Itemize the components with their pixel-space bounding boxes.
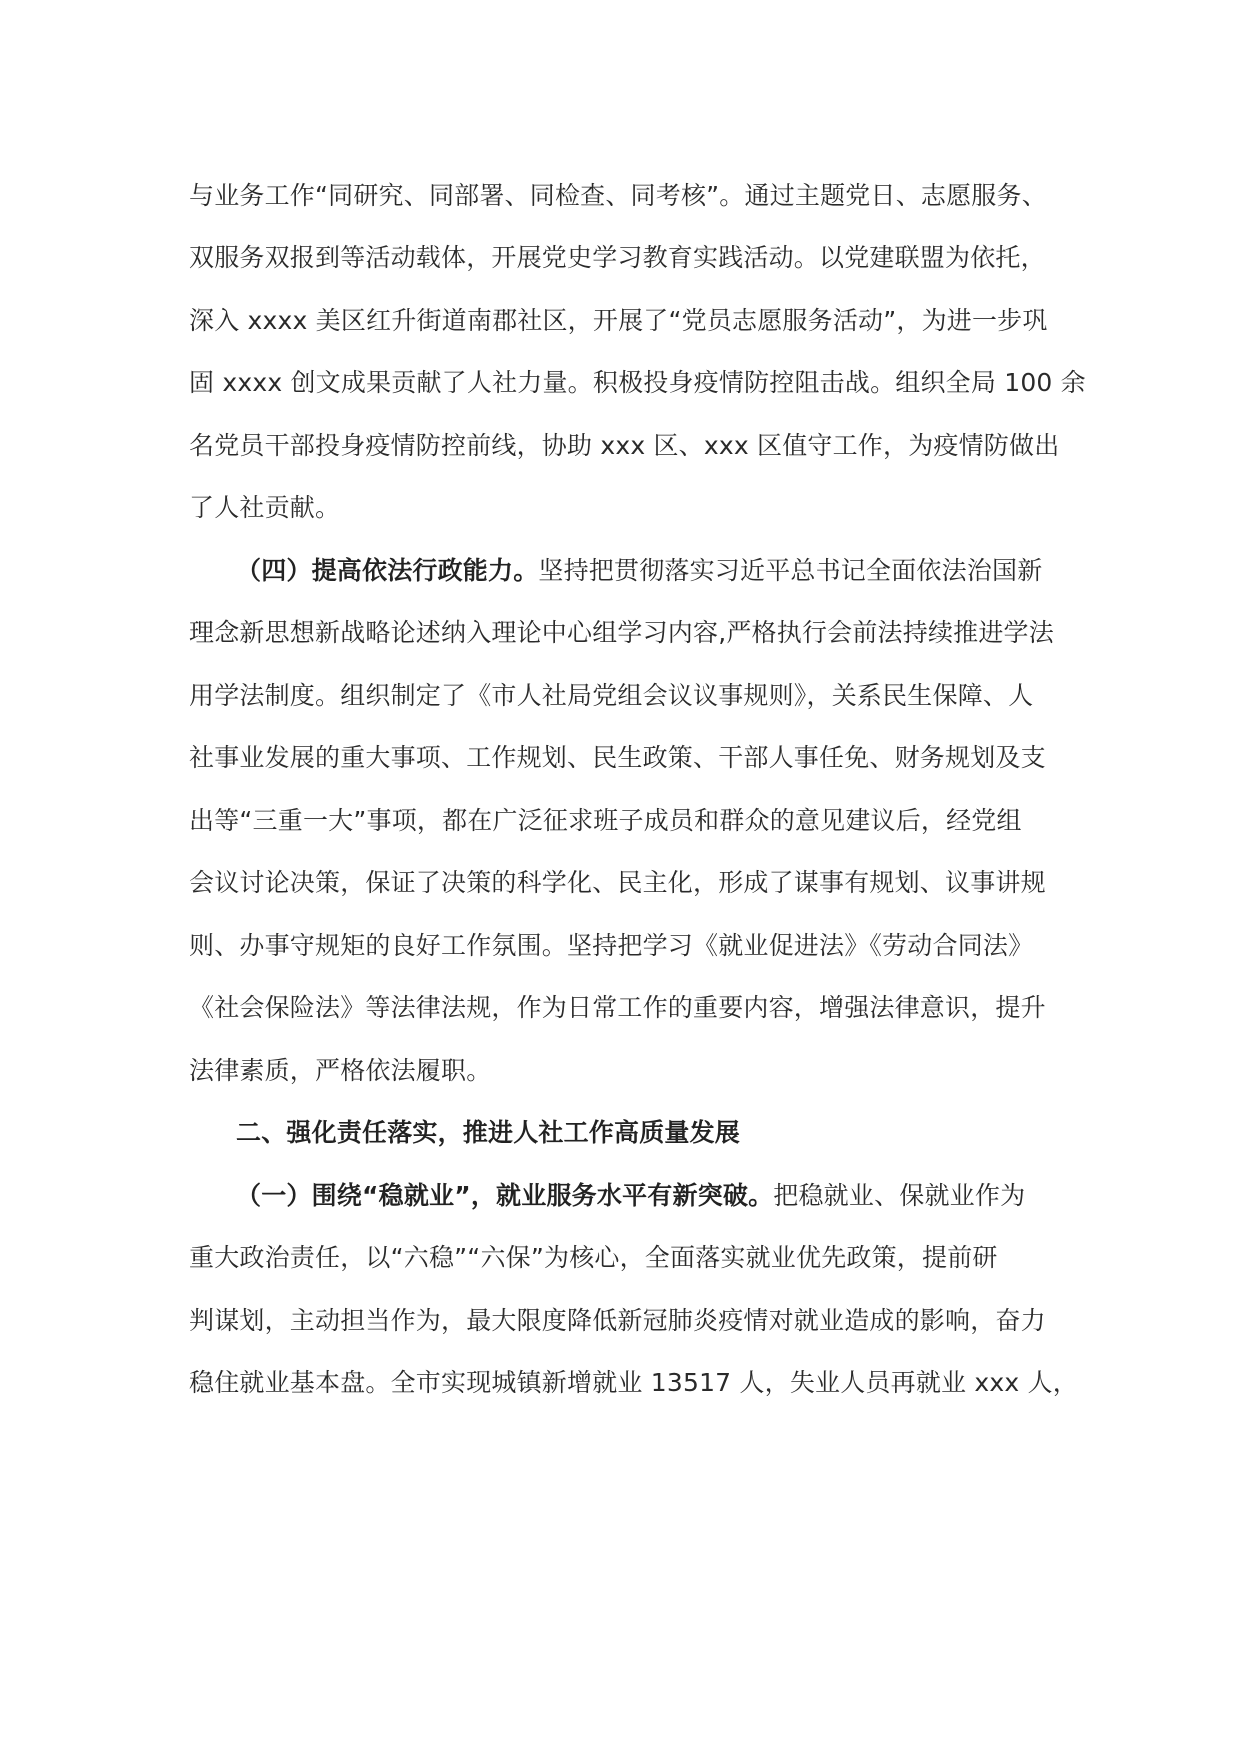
body-line: 固 xxxx 创文成果贡献了人社力量。积极投身疫情防控阻击战。组织全局 100 余 [189,368,1086,397]
body-line: 用学法制度。组织制定了《市人社局党组会议议事规则》，关系民生保障、人 [189,681,1034,710]
paragraph-text: 把稳就业、保就业作为 [773,1181,1026,1210]
paragraph-heading: （四）提高依法行政能力。 [236,556,539,585]
body-line: 出等“三重一大”事项，都在广泛征求班子成员和群众的意见建议后，经党组 [189,806,1022,835]
paragraph-heading: （一）围绕“稳就业”，就业服务水平有新突破。 [236,1181,774,1210]
paragraph-text: 坚持把贯彻落实习近平总书记全面依法治国新 [538,556,1043,585]
section-heading: 二、强化责任落实，推进人社工作高质量发展 [236,1118,741,1147]
body-line: 深入 xxxx 美区红升街道南郡社区，开展了“党员志愿服务活动”，为进一步巩 [189,306,1048,335]
paragraph-first-line [236,1176,1069,1216]
paragraph-first-line [236,551,1069,591]
body-line: 重大政治责任，以“六稳”“六保”为核心，全面落实就业优先政策，提前研 [189,1243,998,1272]
body-line: 了人社贡献。 [189,493,341,522]
body-line: 社事业发展的重大事项、工作规划、民生政策、干部人事任免、财务规划及支 [189,743,1046,772]
body-line: 《社会保险法》等法律法规，作为日常工作的重要内容，增强法律意识，提升 [189,993,1046,1022]
body-line: 则、办事守规矩的良好工作氛围。坚持把学习《就业促进法》《劳动合同法》 [189,931,1034,960]
body-line: 稳住就业基本盘。全市实现城镇新增就业 13517 人，失业人员再就业 xxx 人， [189,1368,1078,1397]
body-line: 判谋划，主动担当作为，最大限度降低新冠肺炎疫情对就业造成的影响，奋力 [189,1306,1046,1335]
body-line: 会议讨论决策，保证了决策的科学化、民主化，形成了谋事有规划、议事讲规 [189,868,1046,897]
body-line: 理念新思想新战略论述纳入理论中心组学习内容,严格执行会前法持续推进学法 [189,618,1054,647]
body-line: 双服务双报到等活动载体，开展党史学习教育实践活动。以党建联盟为依托， [189,243,1046,272]
body-line: 法律素质，严格依法履职。 [189,1056,492,1085]
body-line: 名党员干部投身疫情防控前线，协助 xxx 区、xxx 区值守工作，为疫情防做出 [189,431,1060,460]
body-line: 与业务工作“同研究、同部署、同检查、同考核”。通过主题党日、志愿服务、 [189,181,1047,210]
